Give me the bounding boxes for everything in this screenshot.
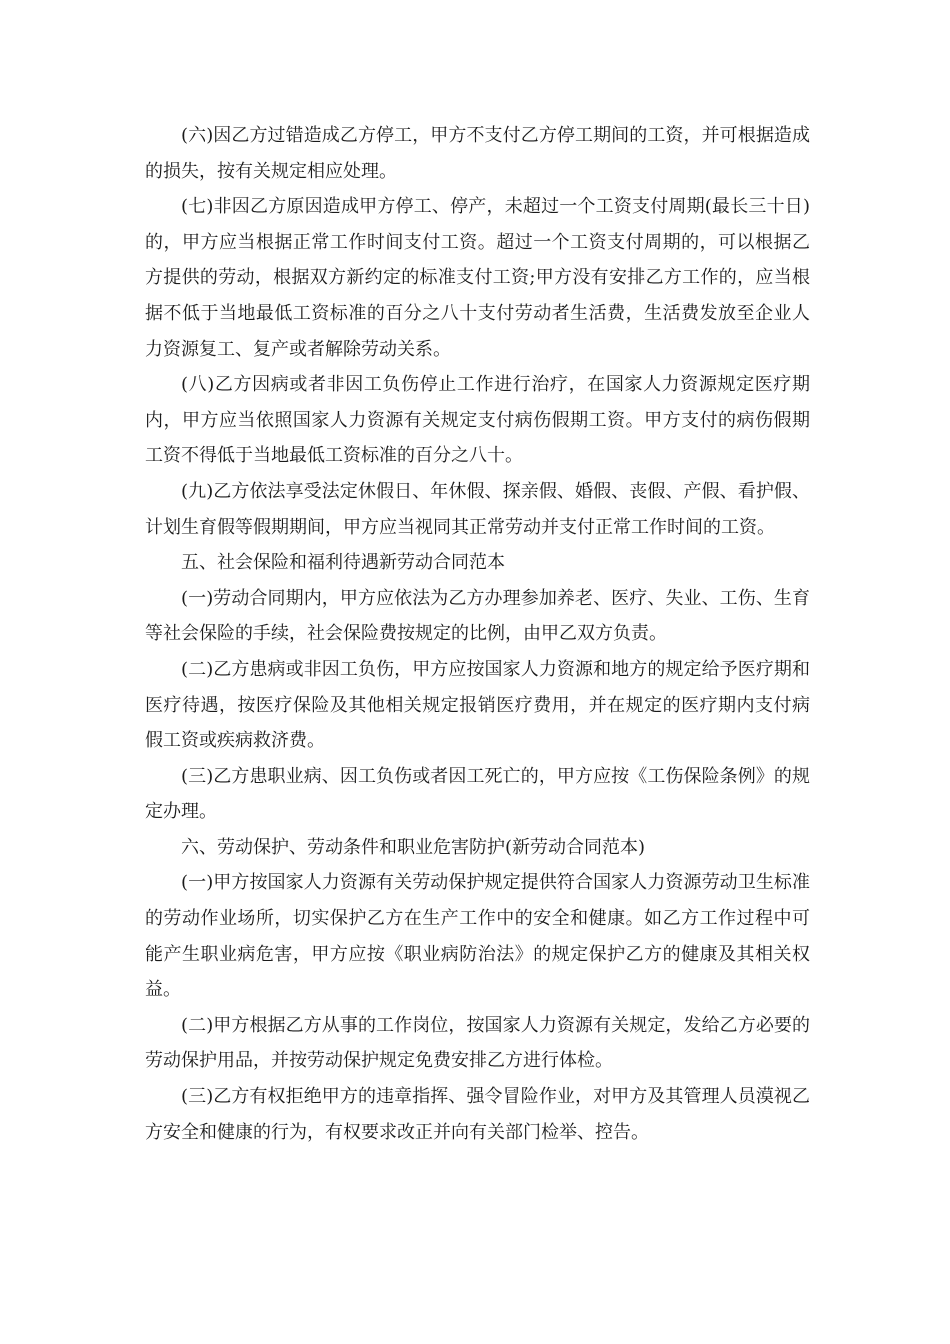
paragraph-insurance-2: (二)乙方患病或非因工负伤，甲方应按国家人力资源和地方的规定给予医疗期和医疗待遇，按医疗保险及其他相关规定报销医疗费用，并在规定的医疗期内支付病假工资或疾病救济费。 <box>145 658 810 752</box>
paragraph-item-8-sick-leave: (八)乙方因病或者非因工负伤停止工作进行治疗，在国家人力资源规定医疗期内，甲方应当依照国家人力资源有关规定支付病伤假期工资。甲方支付的病伤假期工资不得低于当地最低工资标准的百分之八十。 <box>145 374 810 467</box>
paragraph-item-9-holidays: (九)乙方依法享受法定休假日、年休假、探亲假、婚假、丧假、产假、看护假、计划生育假等假期期间，甲方应当视同其正常劳动并支付正常工作时间的工资。 <box>145 480 810 538</box>
document-body <box>145 118 810 1150</box>
paragraph-item-6-wage: (六)因乙方过错造成乙方停工，甲方不支付乙方停工期间的工资，并可根据造成的损失，按有关规定相应处理。 <box>145 125 810 182</box>
paragraph-protection-3: (三)乙方有权拒绝甲方的违章指挥、强令冒险作业，对甲方及其管理人员漠视乙方安全和健康的行为，有权要求改正并向有关部门检举、控告。 <box>145 1086 810 1143</box>
paragraph-protection-2: (二)甲方根据乙方从事的工作岗位，按国家人力资源有关规定，发给乙方必要的劳动保护用品，并按劳动保护规定免费安排乙方进行体检。 <box>145 1014 810 1072</box>
paragraph-insurance-3: (三)乙方患职业病、因工负伤或者因工死亡的，甲方应按《工伤保险条例》的规定办理。 <box>145 765 810 823</box>
section-heading-social-insurance: 五、社会保险和福利待遇新劳动合同范本 <box>181 552 505 574</box>
paragraph-item-7-shutdown: (七)非因乙方原因造成甲方停工、停产，未超过一个工资支付周期(最长三十日)的，甲方应当根据正常工作时间支付工资。超过一个工资支付周期的，可以根据乙方提供的劳动，根据双方新约定的标准支付工资;甲方没有安排乙方工作的，应当根据不低于当地最低工资标准的百分之八十支付劳动者生活费，生活费发放至企业人力资源复工、复产或者解除劳动关系。 <box>145 196 810 360</box>
paragraph-protection-1: (一)甲方按国家人力资源有关劳动保护规定提供符合国家人力资源劳动卫生标准的劳动作业场所，切实保护乙方在生产工作中的安全和健康。如乙方工作过程中可能产生职业病危害，甲方应按《职业病防治法》的规定保护乙方的健康及其相关权益。 <box>145 872 810 1001</box>
paragraph-insurance-1: (一)劳动合同期内，甲方应依法为乙方办理参加养老、医疗、失业、工伤、生育等社会保险的手续，社会保险费按规定的比例，由甲乙双方负责。 <box>145 587 810 645</box>
section-heading-labor-protection: 六、劳动保护、劳动条件和职业危害防护(新劳动合同范本) <box>181 836 646 858</box>
